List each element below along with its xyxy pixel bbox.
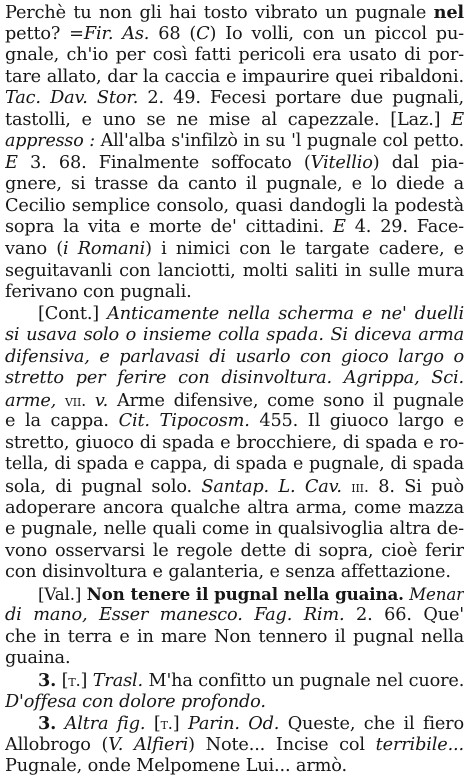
entry-paragraph [5, 670, 464, 713]
text-line: Cecilio semplice consolo, quasi dandogli la podestà [5, 195, 464, 216]
text-line: tastolli, e uno se ne mise al capezzale. [Laz.] E [5, 109, 464, 130]
text-line: adoperare ancora qualche altra arma, come mazza [5, 497, 464, 518]
text-line: si usava solo o insieme colla spada. Si diceva arma [5, 325, 464, 346]
text-line: difensiva, e parlavasi di usarlo con gioco largo o [5, 346, 464, 367]
text-line: vano (i Romani) i nimici con le targate cadere, e [5, 239, 464, 260]
text-line: sopra la vita e morte de' cittadini. E 4. 29. Face- [5, 217, 464, 238]
text-line: che in terra e in mare Non tennero il pugnal nella [5, 626, 464, 647]
text-line: Perchè tu non gli hai tosto vibrato un pugnale nel [5, 2, 464, 23]
text-line: stretto per ferire con disinvoltura. Agrippa, Sci. [5, 368, 464, 389]
text-line: tare allato, dar la caccia e impaurire quei ribaldoni. [5, 66, 464, 87]
text-line: di mano, Esser manesco. Fag. Rim. 2. 66. Que' [5, 605, 464, 626]
text-line: Allobrogo (V. Alfieri) Note... Incise col terribile... [5, 734, 464, 755]
entry-paragraph [5, 2, 464, 304]
text-line: vono osservarsi le regole dette di sopra, cioè ferir [5, 540, 464, 561]
entry-paragraph [5, 304, 464, 584]
text-line: gnale, ch'io per così fatti pericoli era usato di por- [5, 45, 464, 66]
dictionary-page [5, 2, 464, 777]
entry-paragraph [5, 713, 464, 778]
text-line: guaina. [5, 648, 71, 669]
text-line: arme, vii. v. Arme difensive, come sono il pugnale [5, 390, 464, 411]
text-line: appresso : All'alba s'infilzò in su 'l pugnale col petto. [5, 131, 464, 152]
text-line: ferivano con pugnali. [5, 282, 192, 303]
text-line: Pugnale, onde Melpomene Lui... armò. [5, 756, 347, 777]
text-line: gnere, si trasse da canto il pugnale, e lo diede a [5, 174, 464, 195]
text-line: tella, di spada e cappa, di spada e pugnale, di spada [5, 454, 464, 475]
text-line: petto? =Fir. As. 68 (C) Io volli, con un piccol pu- [5, 23, 464, 44]
text-line: stretto, giuoco di spada e brocchiere, di spada e ro- [5, 432, 464, 453]
text-line: con disinvoltura e galanteria, e senza affettazione. [5, 562, 451, 583]
text-line: e la cappa. Cit. Tipocosm. 455. Il giuoco largo e [5, 411, 464, 432]
text-line: e pugnale, nelle quali come in qualsivoglia altra de- [5, 519, 464, 540]
text-line: sola, di pugnal solo. Santap. L. Cav. iii. 8. Si può [5, 477, 464, 498]
text-line: E 3. 68. Finalmente soffocato (Vitellio) dal pia- [5, 152, 464, 173]
text-line: seguitavanli con lanciotti, molti saliti in sulle mura [5, 260, 464, 281]
text-line: D'offesa con dolore profondo. [5, 691, 266, 712]
entry-paragraph [5, 584, 464, 670]
text-line: [Cont.] Anticamente nella scherma e ne' duelli [38, 303, 464, 324]
text-line: [Val.] Non tenere il pugnal nella guaina. Menar [38, 583, 464, 604]
text-line: 3. [t.] Trasl. M'ha confitto un pugnale nel cuore. [38, 669, 464, 691]
text-line: Tac. Dav. Stor. 2. 49. Fecesi portare due pugnali, [5, 88, 464, 109]
text-line: 3. Altra fig. [t.] Parin. Od. Queste, che il fiero [38, 713, 464, 735]
